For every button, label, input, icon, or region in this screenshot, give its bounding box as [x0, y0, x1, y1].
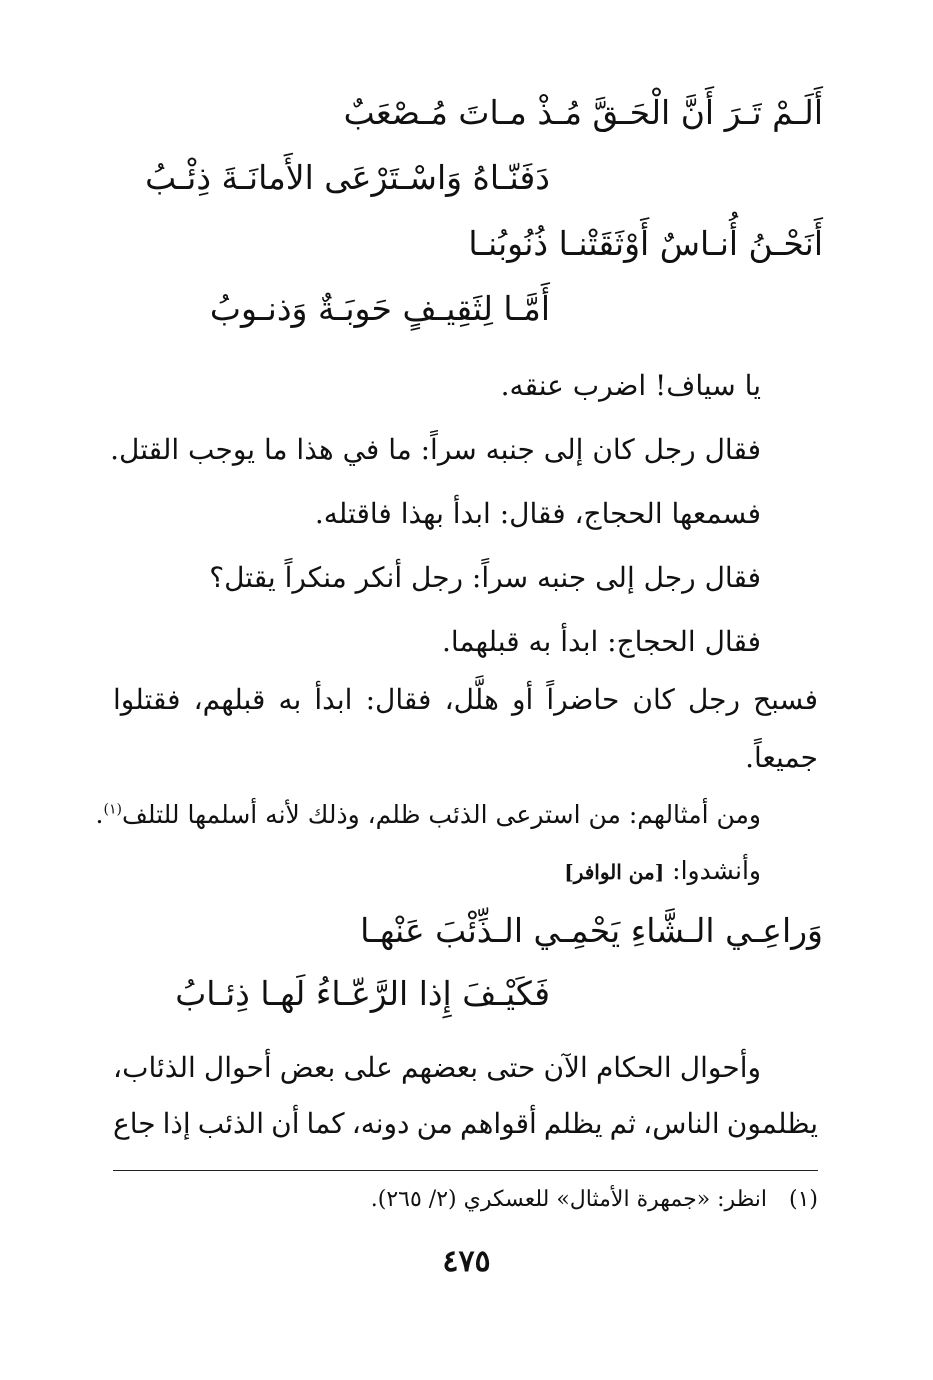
page-number: ٤٧٥ [442, 1244, 491, 1279]
word: الحكام [595, 1051, 672, 1084]
prose-line-3: فسمعها الحجاج، فقال: ابدأ بهذا فاقتله. [314, 497, 761, 530]
word: كما [306, 1107, 345, 1140]
poem-1-line-2: دَفَنّـاهُ وَاسْـتَرْعَى الأَمانَـةَ ذِئْـبُ [145, 158, 550, 197]
word: الآن [543, 1051, 588, 1084]
paragraph-tasbih-line-1 [113, 683, 818, 716]
word: فسبح [753, 683, 818, 716]
word: الناس، [643, 1107, 720, 1140]
prose-line-4: فقال رجل إلى جنبه سراً: رجل أنكر منكراً يقتل؟ [209, 561, 761, 594]
proverb-line [96, 800, 761, 829]
word: هلَّل، [444, 683, 499, 716]
word: قبلهم، [193, 683, 266, 716]
word: حاضراً [546, 683, 620, 716]
word: إذا [162, 1107, 191, 1140]
word: أحوال [203, 1051, 272, 1084]
footnote-marker: (١) [103, 801, 122, 818]
word: فقال: [365, 683, 432, 716]
word: من [416, 1107, 453, 1140]
prose-line-2: فقال رجل كان إلى جنبه سراً: ما في هذا ما يوجب القتل. [110, 433, 761, 466]
footnote-number: (١) [788, 1187, 818, 1212]
footnote-separator [113, 1170, 818, 1171]
word: أقواهم [460, 1107, 537, 1140]
word: أن [271, 1107, 300, 1140]
word: دونه، [351, 1107, 410, 1140]
poem-1-line-1: أَلَـمْ تَـرَ أَنَّ الْحَـقَّ مُـذْ مـاتَ مُـصْعَبٌ [343, 93, 823, 132]
word: على [343, 1051, 393, 1084]
prose-line-5: فقال الحجاج: ابدأ به قبلهما. [441, 625, 761, 658]
word: رجل [687, 683, 740, 716]
word: حتى [486, 1051, 536, 1084]
paragraph-tasbih-line-2: جميعاً. [745, 741, 818, 774]
prose-line-1: يا سياف! اضرب عنقه. [500, 369, 761, 402]
word: ثم [609, 1107, 637, 1140]
poem-1-line-3: أَنَحْـنُ أُنـاسٌ أَوْثَقَتْنـا ذُنُوبُنـا [468, 224, 823, 263]
word: ابدأ [314, 683, 353, 716]
word: الذئب [197, 1107, 265, 1140]
proverb-end: . [95, 800, 104, 829]
word: وأحوال [679, 1051, 761, 1084]
word: يظلمون [726, 1107, 818, 1140]
word: الذئاب، [113, 1051, 196, 1084]
proverb-text: ومن أمثالهم: من استرعى الذئب ظلم، وذلك لأنه أسلمها للتلف [121, 800, 761, 829]
footnote-text: انظر: «جمهرة الأمثال» للعسكري (٢/ ٢٦٥). [370, 1187, 767, 1212]
footnote [371, 1187, 818, 1212]
closing-line-1 [113, 1051, 818, 1084]
word: فقتلوا [113, 683, 181, 716]
word: يظلم [543, 1107, 603, 1140]
poem-2-line-2: فَكَيْـفَ إِذا الرَّعّـاءُ لَهـا ذِئـابُ [175, 974, 550, 1013]
poem-2-line-1: وَراعِـي الـشَّاءِ يَحْمِـي الـذِّئْبَ عَنْهـا [360, 911, 823, 950]
word: كان [632, 683, 675, 716]
word: بعضهم [400, 1051, 479, 1084]
recital-label: وأنشدوا: [672, 856, 761, 885]
closing-line-2 [113, 1107, 818, 1140]
word: جاع [113, 1107, 156, 1140]
recital-line [564, 856, 761, 885]
word: بعض [279, 1051, 336, 1084]
meter-label: [من الوافر] [564, 860, 665, 884]
poem-1-line-4: أَمَّـا لِثَقِيـفٍ حَوبَـةٌ وَذنـوبُ [209, 289, 550, 328]
word: به [278, 683, 302, 716]
word: أو [511, 683, 534, 716]
